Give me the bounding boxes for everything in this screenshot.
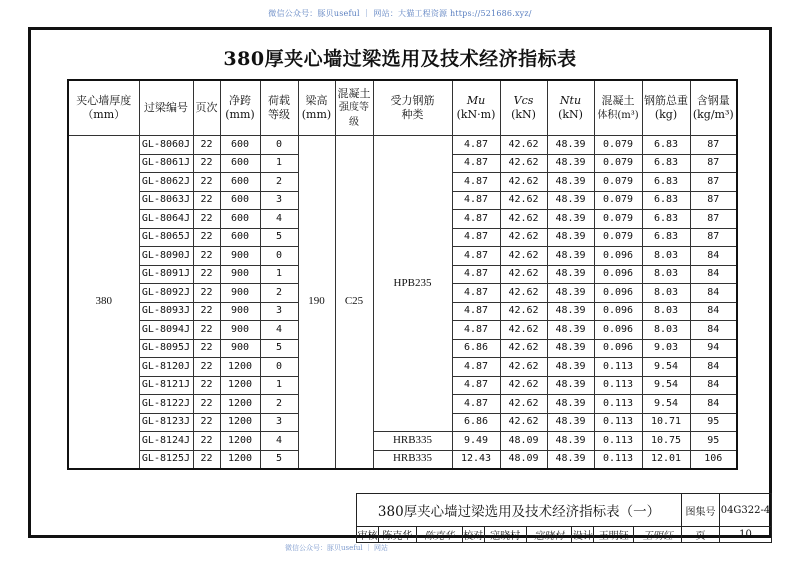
cell-page: 22 [193,339,220,358]
page-label: 页 [682,527,720,543]
cell-load-grade: 0 [260,247,298,266]
cell-lintel-no: GL-8091J [139,265,193,284]
cell-steel-ratio: 87 [690,154,737,173]
cell-ntu: 48.39 [547,432,594,451]
header-concrete-volume: 混凝土 体积(m³) [594,80,642,136]
cell-steel-ratio: 84 [690,321,737,340]
cell-vcs: 42.62 [500,136,547,155]
cell-steel-weight: 6.83 [642,136,690,155]
cell-steel-weight: 8.03 [642,302,690,321]
designer-name: 王明钰 [594,527,634,543]
cell-lintel-no: GL-8095J [139,339,193,358]
cell-page: 22 [193,284,220,303]
cell-load-grade: 5 [260,450,298,469]
cell-span: 1200 [220,395,260,414]
table-row [68,136,737,155]
cell-span: 900 [220,247,260,266]
cell-mu: 4.87 [452,265,500,284]
cell-ntu: 48.39 [547,302,594,321]
cell-span: 1200 [220,432,260,451]
cell-steel-ratio: 87 [690,228,737,247]
cell-span: 600 [220,154,260,173]
cell-load-grade: 4 [260,432,298,451]
cell-span: 900 [220,265,260,284]
cell-span: 900 [220,302,260,321]
atlas-label: 图集号 [682,494,720,527]
cell-lintel-no: GL-8064J [139,210,193,229]
cell-concrete-volume: 0.113 [594,413,642,432]
cell-concrete-volume: 0.096 [594,265,642,284]
cell-concrete-volume: 0.113 [594,376,642,395]
cell-ntu: 48.39 [547,339,594,358]
cell-vcs: 42.62 [500,302,547,321]
cell-page: 22 [193,395,220,414]
cell-steel-weight: 6.83 [642,210,690,229]
cell-ntu: 48.39 [547,321,594,340]
cell-mu: 6.86 [452,413,500,432]
cell-page: 22 [193,413,220,432]
cell-page: 22 [193,265,220,284]
cell-span: 900 [220,339,260,358]
cell-load-grade: 0 [260,358,298,377]
cell-page: 22 [193,302,220,321]
cell-concrete-volume: 0.096 [594,284,642,303]
cell-steel-ratio: 84 [690,265,737,284]
cell-steel-ratio: 95 [690,413,737,432]
header-wall-thickness: 夹心墙厚度 （mm） [68,80,139,136]
cell-load-grade: 3 [260,413,298,432]
cell-span: 600 [220,228,260,247]
cell-concrete-volume: 0.079 [594,228,642,247]
cell-vcs: 42.62 [500,228,547,247]
cell-rebar-type: HPB235 [373,136,452,432]
cell-mu: 4.87 [452,247,500,266]
cell-steel-ratio: 84 [690,376,737,395]
cell-page: 22 [193,210,220,229]
cell-lintel-no: GL-8061J [139,154,193,173]
header-span: 净跨 (mm) [220,80,260,136]
cell-page: 22 [193,450,220,469]
cell-concrete-volume: 0.079 [594,173,642,192]
cell-concrete-volume: 0.096 [594,302,642,321]
page-title: 380厚夹心墙过梁选用及技术经济指标表 [223,48,577,70]
cell-mu: 4.87 [452,284,500,303]
design-label: 设计 [572,527,594,543]
cell-concrete-volume: 0.079 [594,210,642,229]
checker-name: 寇晓村 [484,527,526,543]
cell-concrete-volume: 0.113 [594,395,642,414]
cell-ntu: 48.39 [547,191,594,210]
cell-steel-weight: 6.83 [642,173,690,192]
cell-lintel-no: GL-8123J [139,413,193,432]
cell-mu: 6.86 [452,339,500,358]
cell-concrete-volume: 0.079 [594,136,642,155]
cell-mu: 4.87 [452,191,500,210]
cell-mu: 4.87 [452,210,500,229]
cell-span: 1200 [220,450,260,469]
cell-vcs: 42.62 [500,173,547,192]
cell-steel-ratio: 84 [690,247,737,266]
cell-page: 22 [193,358,220,377]
cell-steel-ratio: 94 [690,339,737,358]
watermark-bottom: 微信公众号：豚贝useful ｜ 网站 [285,544,389,552]
header-steel-weight: 钢筋总重 (kg) [642,80,690,136]
title-block [356,493,772,543]
cell-steel-weight: 9.03 [642,339,690,358]
table-row [68,432,737,451]
header-steel-ratio: 含钢量 (kg/m³) [690,80,737,136]
cell-lintel-no: GL-8125J [139,450,193,469]
cell-steel-weight: 9.54 [642,395,690,414]
cell-concrete-volume: 0.096 [594,321,642,340]
cell-lintel-no: GL-8121J [139,376,193,395]
cell-steel-ratio: 84 [690,284,737,303]
cell-ntu: 48.39 [547,247,594,266]
cell-steel-ratio: 87 [690,210,737,229]
cell-steel-ratio: 95 [690,432,737,451]
cell-wall-thickness: 380 [68,136,139,470]
cell-steel-weight: 8.03 [642,284,690,303]
cell-load-grade: 1 [260,376,298,395]
cell-load-grade: 3 [260,302,298,321]
cell-lintel-no: GL-8060J [139,136,193,155]
cell-ntu: 48.39 [547,376,594,395]
cell-load-grade: 1 [260,265,298,284]
cell-concrete-volume: 0.113 [594,358,642,377]
cell-ntu: 48.39 [547,413,594,432]
check-label: 校对 [462,527,484,543]
watermark-top: 微信公众号：豚贝useful ｜ 网站：大猫工程资源 https://521686.xyz/ [268,9,532,18]
table-row [68,450,737,469]
cell-lintel-no: GL-8062J [139,173,193,192]
cell-load-grade: 2 [260,173,298,192]
cell-lintel-no: GL-8120J [139,358,193,377]
cell-span: 1200 [220,413,260,432]
cell-vcs: 42.62 [500,284,547,303]
cell-page: 22 [193,136,220,155]
table-header-row [68,80,737,136]
cell-steel-weight: 6.83 [642,154,690,173]
cell-span: 1200 [220,376,260,395]
cell-steel-ratio: 84 [690,302,737,321]
cell-load-grade: 1 [260,154,298,173]
cell-page: 22 [193,376,220,395]
cell-page: 22 [193,154,220,173]
cell-ntu: 48.39 [547,228,594,247]
cell-page: 22 [193,247,220,266]
cell-steel-weight: 6.83 [642,191,690,210]
cell-lintel-no: GL-8065J [139,228,193,247]
cell-vcs: 42.62 [500,395,547,414]
review-label: 审核 [357,527,379,543]
page-number: 10 [719,527,771,543]
header-concrete-grade: 混凝土 强度等级 [335,80,373,136]
cell-steel-weight: 8.03 [642,321,690,340]
cell-rebar-type: HRB335 [373,432,452,451]
cell-steel-weight: 8.03 [642,247,690,266]
cell-span: 900 [220,284,260,303]
cell-steel-ratio: 87 [690,173,737,192]
cell-lintel-no: GL-8093J [139,302,193,321]
cell-mu: 4.87 [452,395,500,414]
cell-steel-weight: 9.54 [642,358,690,377]
cell-mu: 4.87 [452,136,500,155]
header-mu: Mu (kN·m) [452,80,500,136]
cell-concrete-volume: 0.113 [594,432,642,451]
cell-ntu: 48.39 [547,173,594,192]
cell-lintel-no: GL-8122J [139,395,193,414]
cell-mu: 9.49 [452,432,500,451]
cell-vcs: 42.62 [500,413,547,432]
cell-concrete-volume: 0.096 [594,339,642,358]
cell-steel-weight: 10.75 [642,432,690,451]
cell-steel-ratio: 84 [690,358,737,377]
cell-span: 600 [220,191,260,210]
header-rebar-type: 受力钢筋 种类 [373,80,452,136]
header-load-grade: 荷载 等级 [260,80,298,136]
cell-page: 22 [193,432,220,451]
cell-steel-ratio: 84 [690,395,737,414]
cell-vcs: 48.09 [500,450,547,469]
cell-page: 22 [193,191,220,210]
cell-ntu: 48.39 [547,358,594,377]
cell-span: 600 [220,173,260,192]
cell-page: 22 [193,228,220,247]
cell-mu: 4.87 [452,228,500,247]
header-vcs: Vcs (kN) [500,80,547,136]
cell-steel-ratio: 106 [690,450,737,469]
cell-mu: 4.87 [452,173,500,192]
cell-steel-weight: 6.83 [642,228,690,247]
reviewer-signature: 陈克华 [416,527,462,543]
cell-vcs: 42.62 [500,265,547,284]
cell-vcs: 48.09 [500,432,547,451]
cell-ntu: 48.39 [547,284,594,303]
cell-span: 900 [220,321,260,340]
cell-span: 1200 [220,358,260,377]
cell-steel-ratio: 87 [690,136,737,155]
cell-ntu: 48.39 [547,450,594,469]
cell-load-grade: 4 [260,321,298,340]
cell-steel-ratio: 87 [690,191,737,210]
title-block-title: 380厚夹心墙过梁选用及技术经济指标表（一） [357,494,682,527]
cell-load-grade: 4 [260,210,298,229]
checker-signature: 寇晓村 [526,527,572,543]
cell-mu: 4.87 [452,376,500,395]
cell-vcs: 42.62 [500,247,547,266]
cell-mu: 4.87 [452,302,500,321]
cell-ntu: 48.39 [547,265,594,284]
cell-vcs: 42.62 [500,154,547,173]
cell-load-grade: 0 [260,136,298,155]
cell-beam-height: 190 [298,136,335,470]
cell-load-grade: 5 [260,228,298,247]
cell-steel-weight: 9.54 [642,376,690,395]
cell-vcs: 42.62 [500,339,547,358]
cell-lintel-no: GL-8092J [139,284,193,303]
designer-signature: 王明钰 [634,527,682,543]
atlas-number: 04G322-4 [719,494,771,527]
cell-vcs: 42.62 [500,376,547,395]
cell-concrete-volume: 0.079 [594,154,642,173]
header-ntu: Ntu (kN) [547,80,594,136]
reviewer-name: 陈克华 [378,527,416,543]
cell-vcs: 42.62 [500,191,547,210]
cell-span: 600 [220,136,260,155]
cell-vcs: 42.62 [500,321,547,340]
cell-load-grade: 5 [260,339,298,358]
cell-ntu: 48.39 [547,395,594,414]
cell-concrete-volume: 0.079 [594,191,642,210]
cell-ntu: 48.39 [547,136,594,155]
cell-steel-weight: 10.71 [642,413,690,432]
cell-rebar-type: HRB335 [373,450,452,469]
cell-lintel-no: GL-8063J [139,191,193,210]
cell-mu: 4.87 [452,321,500,340]
cell-load-grade: 2 [260,395,298,414]
cell-mu: 4.87 [452,358,500,377]
header-page: 页次 [193,80,220,136]
header-beam-height: 梁高 (mm) [298,80,335,136]
cell-lintel-no: GL-8124J [139,432,193,451]
header-lintel-no: 过梁编号 [139,80,193,136]
cell-vcs: 42.62 [500,358,547,377]
cell-vcs: 42.62 [500,210,547,229]
cell-lintel-no: GL-8090J [139,247,193,266]
cell-load-grade: 2 [260,284,298,303]
lintel-spec-table [67,79,738,470]
cell-lintel-no: GL-8094J [139,321,193,340]
cell-steel-weight: 12.01 [642,450,690,469]
cell-page: 22 [193,173,220,192]
cell-concrete-volume: 0.096 [594,247,642,266]
cell-span: 600 [220,210,260,229]
cell-steel-weight: 8.03 [642,265,690,284]
cell-ntu: 48.39 [547,154,594,173]
cell-concrete-grade: C25 [335,136,373,470]
cell-mu: 12.43 [452,450,500,469]
cell-load-grade: 3 [260,191,298,210]
cell-mu: 4.87 [452,154,500,173]
cell-page: 22 [193,321,220,340]
cell-concrete-volume: 0.113 [594,450,642,469]
cell-ntu: 48.39 [547,210,594,229]
